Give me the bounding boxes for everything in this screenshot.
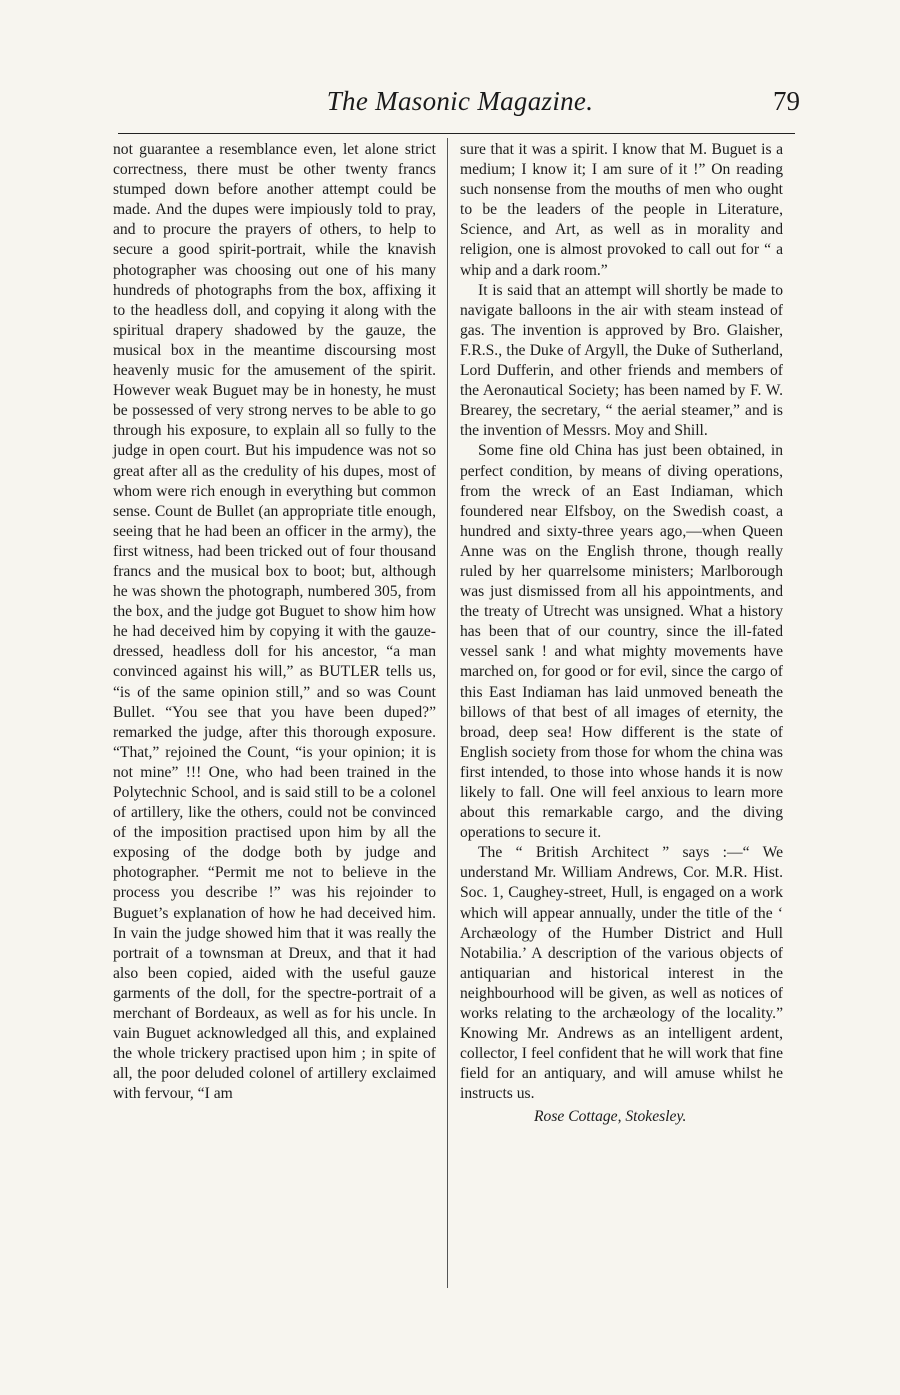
column-divider xyxy=(447,138,448,1288)
paragraph: not guarantee a resemblance even, let alone strict correctness, there must be other twenty francs stumped down before another attempt could be made. And the dupes were impiously told to pray, and to procure the prayers of others, to help to secure a good spirit-portrait, while the knavish photographer was choosing out one of his many hundreds of photographs from the box, affixing it to the headless doll, and copying it along with the spiritual drapery shadowed by the gauze, the musical box in the meantime discoursing most heavenly music for the amusement of the spirit. However weak Buguet may be in honesty, he must be possessed of very strong nerves to be able to go through his exposure, to explain all so fully to the judge in open court. But his impudence was not so great after all as the credulity of his dupes, most of whom were rich enough in everything but common sense. Count de Bullet (an appropriate title enough, seeing that he had been an officer in the army), the first witness, had been tricked out of four thousand francs and the musical box to boot; but, although he was shown the photograph, numbered 305, from the box, and the judge got Buguet to show him how he had deceived him by copying it with the gauze-dressed, headless doll for his ancestor, “a man convinced against his will,” as BUTLER tells us, “is of the same opinion still,” and so was Count Bullet. “You see that you have been duped?” remarked the judge, after this thorough exposure. “That,” rejoined the Count, “is your opinion; it is not mine” !!! One, who had been trained in the Polytechnic School, and is said still to be a colonel of artillery, like the others, could not be convinced of the imposition practised upon him by all the exposing of the dodge both by judge and photographer. “Permit me not to believe in the process you describe !” was his rejoinder to Buguet’s explanation of how he had deceived him. In vain the judge showed him that it was really the portrait of a townsman at Dreux, and that it had also been copied, aided with the useful gauze garments of the doll, for the spectre-portrait of a merchant of Bordeaux, as well as for his uncle. In vain Buguet acknowledged all this, and explained the whole trickery practised upon him ; in spite of all, the poor deluded colonel of artillery exclaimed with fervour, “I am xyxy=(113,141,436,1103)
running-title: The Masonic Magazine. xyxy=(326,86,594,116)
paragraph: It is said that an attempt will shortly be made to navigate balloons in the air with steam instead of gas. The invention is approved by Bro. Glaisher, F.R.S., the Duke of Argyll, the Duke of Sutherland, Lord Dufferin, and other friends and members of the Aeronautical Society; has been named by F. W. Brearey, the secretary, “ the aerial steamer,” and is the invention of Messrs. Moy and Shill. xyxy=(460,281,783,440)
paragraph: The “ British Architect ” says :—“ We understand Mr. William Andrews, Cor. M.R. Hist. Soc. 1, Caughey-street, Hull, is engaged on a work which will appear annually, under the title of the ‘ Archæology of the Humber District and Hull Notabilia.’ A description of the various objects of antiquarian and historical interest in the neighbourhood will be given, as well as notices of works relating to the archæology of the locality.” Knowing Mr. Andrews as an intelligent ardent, collector, I feel confident that he will work that fine field for an antiquary, and will amuse whilst he instructs us. xyxy=(460,844,783,1103)
right-column xyxy=(460,140,783,1127)
signature: Rose Cottage, Stokesley. xyxy=(534,1107,687,1125)
header-rule xyxy=(118,133,795,134)
left-column xyxy=(113,140,436,1105)
paragraph: Some fine old China has just been obtained, in perfect condition, by means of diving operations, from the wreck of an East Indiaman, which foundered near Elfsboy, on the Swedish coast, a hundred and sixty-three years ago,—when Queen Anne was on the English throne, though really ruled by her quarrelsome ministers; Marlborough was just dismissed from all his appointments, and the treaty of Utrecht was unsigned. What a history has been that of our country, since the ill-fated vessel sank ! and what mighty movements have marched on, for good or for evil, since the cargo of this East Indiaman has laid unmoved beneath the billows of that best of all images of eternity, the broad, deep sea! How different is the state of English society from those for whom the china was first intended, to those into whose hands it is now likely to fall. One will feel anxious to learn more about this remarkable cargo, and the diving operations to secure it. xyxy=(460,442,783,842)
page-number: 79 xyxy=(773,86,800,116)
page-header xyxy=(120,86,800,126)
paragraph: sure that it was a spirit. I know that M. Buguet is a medium; I know it; I am sure of it !” On reading such nonsense from the mouths of men who ought to be the leaders of the people in Literature, Science, and Art, as well as in morality and religion, one is almost provoked to call out for “ a whip and a dark room.” xyxy=(460,141,783,279)
